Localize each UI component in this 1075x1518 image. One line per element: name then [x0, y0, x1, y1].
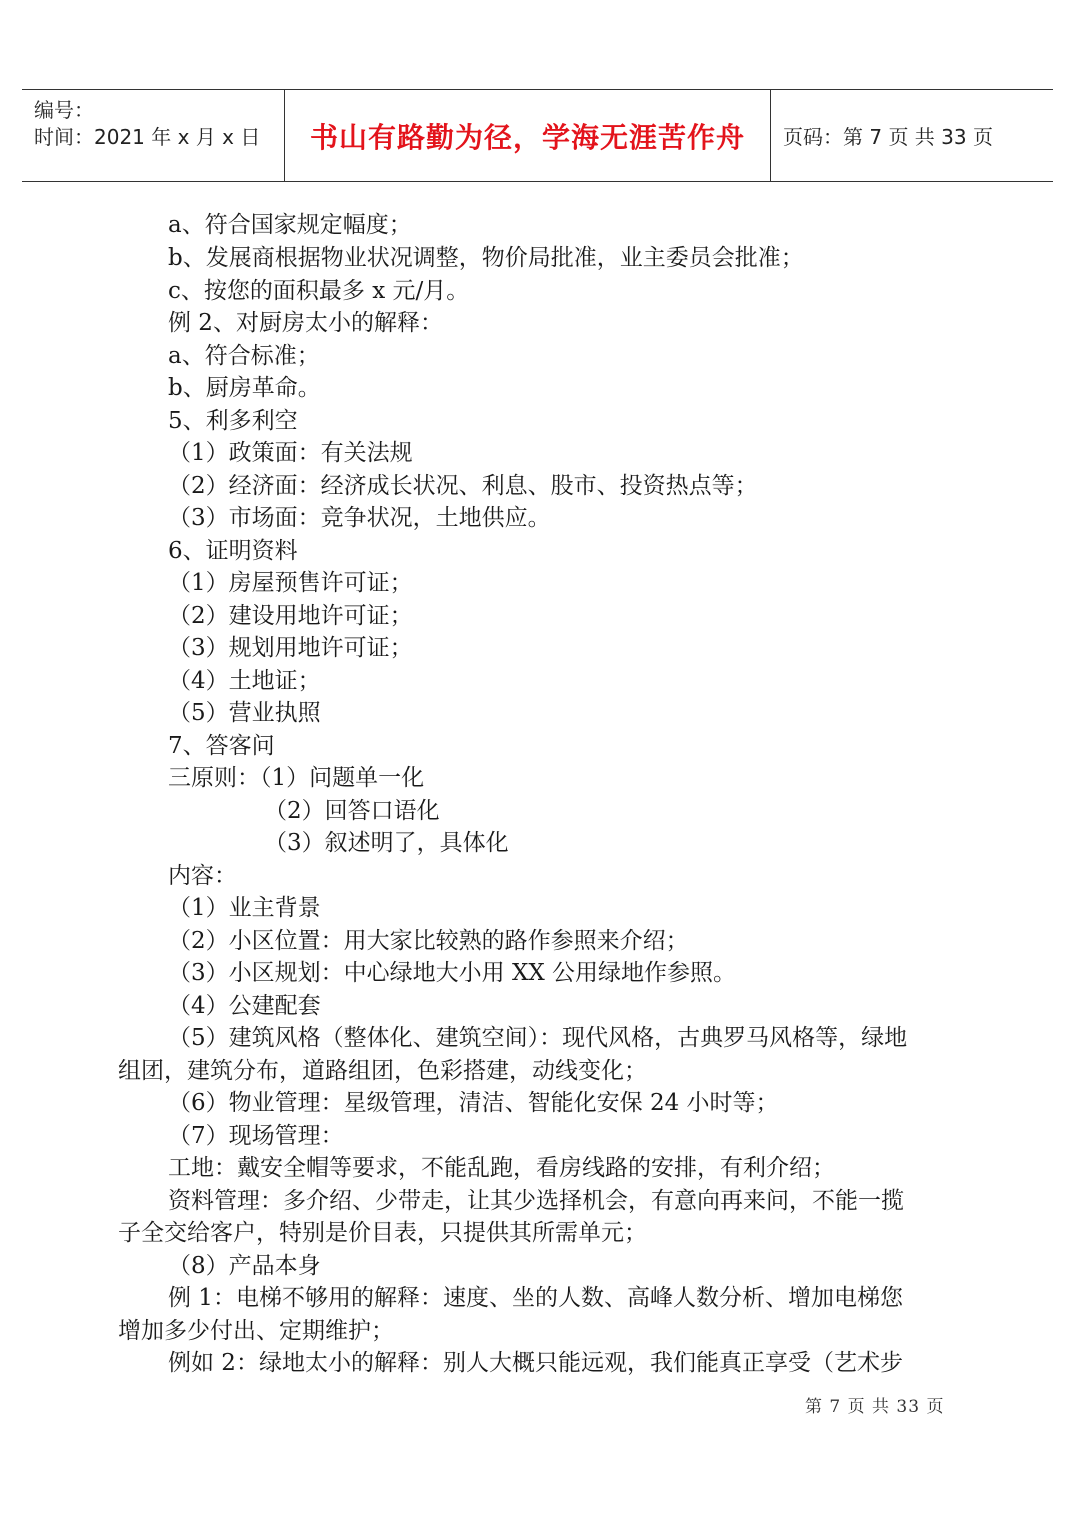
body-line: a、符合标准；	[168, 343, 320, 369]
body-line: （5）建筑风格（整体化、建筑空间）：现代风格，古典罗马风格等，绿地	[168, 1025, 908, 1051]
body-line: b、发展商根据物业状况调整，物价局批准，业主委员会批准；	[168, 245, 804, 271]
body-line: 三原则：（1）问题单一化	[168, 765, 425, 791]
body-line: （2）建设用地许可证；	[168, 603, 413, 629]
body-line: c、按您的面积最多 x 元/月。	[168, 278, 470, 304]
document-header	[22, 89, 1053, 182]
page-info: 页码：第 7 页 共 33 页	[783, 125, 993, 149]
body-line: 资料管理：多介绍、少带走，让其少选择机会，有意向再来问，不能一揽	[168, 1188, 904, 1214]
body-line: 例 1：电梯不够用的解释：速度、坐的人数、高峰人数分析、增加电梯您	[168, 1285, 903, 1311]
body-line: （6）物业管理：星级管理，清洁、智能化安保 24 小时等；	[168, 1090, 779, 1116]
section-heading: 6、证明资料	[168, 538, 298, 564]
body-line: 内容：	[168, 863, 237, 889]
body-line: 增加多少付出、定期维护；	[118, 1318, 394, 1344]
body-line: （3）规划用地许可证；	[168, 635, 413, 661]
body-line: （1）业主背景	[168, 895, 321, 921]
body-line: 例 2、对厨房太小的解释：	[168, 310, 443, 336]
body-line: （3）市场面：竞争状况，土地供应。	[168, 505, 551, 531]
body-line: 组团，建筑分布，道路组团，色彩搭建，动线变化；	[118, 1058, 647, 1084]
body-line: （2）回答口语化	[264, 798, 440, 824]
body-line: （4）土地证；	[168, 668, 321, 694]
body-line: （2）经济面：经济成长状况、利息、股市、投资热点等；	[168, 473, 758, 499]
body-line: （8）产品本身	[168, 1253, 321, 1279]
body-line: （1）政策面：有关法规	[168, 440, 413, 466]
body-line: 例如 2：绿地太小的解释：别人大概只能远观，我们能真正享受（艺术步	[168, 1350, 903, 1376]
body-line: （3）小区规划：中心绿地大小用 XX 公用绿地作参照。	[168, 960, 737, 986]
header-page-cell	[771, 90, 1053, 181]
body-line: b、厨房革命。	[168, 375, 321, 401]
number-label: 编号：	[34, 98, 94, 122]
page-footer: 第 7 页 共 33 页	[805, 1397, 945, 1417]
section-heading: 7、答客问	[168, 733, 275, 759]
body-line: （3）叙述明了，具体化	[264, 830, 509, 856]
body-line: a、符合国家规定幅度；	[168, 212, 412, 238]
section-heading: 5、利多利空	[168, 408, 298, 434]
body-line: 工地：戴安全帽等要求，不能乱跑，看房线路的安排，有利介绍；	[168, 1155, 835, 1181]
body-line: （4）公建配套	[168, 993, 321, 1019]
body-line: 子全交给客户，特别是价目表，只提供其所需单元；	[118, 1220, 647, 1246]
header-meta-cell	[22, 90, 285, 181]
body-line: （7）现场管理：	[168, 1123, 344, 1149]
body-line: （2）小区位置：用大家比较熟的路作参照来介绍；	[168, 928, 689, 954]
motto-text: 书山有路勤为径，学海无涯苦作舟	[309, 120, 745, 154]
body-line: （1）房屋预售许可证；	[168, 570, 413, 596]
header-motto-cell	[285, 90, 771, 181]
body-line: （5）营业执照	[168, 700, 321, 726]
time-label: 时间：2021 年 x 月 x 日	[34, 125, 261, 149]
